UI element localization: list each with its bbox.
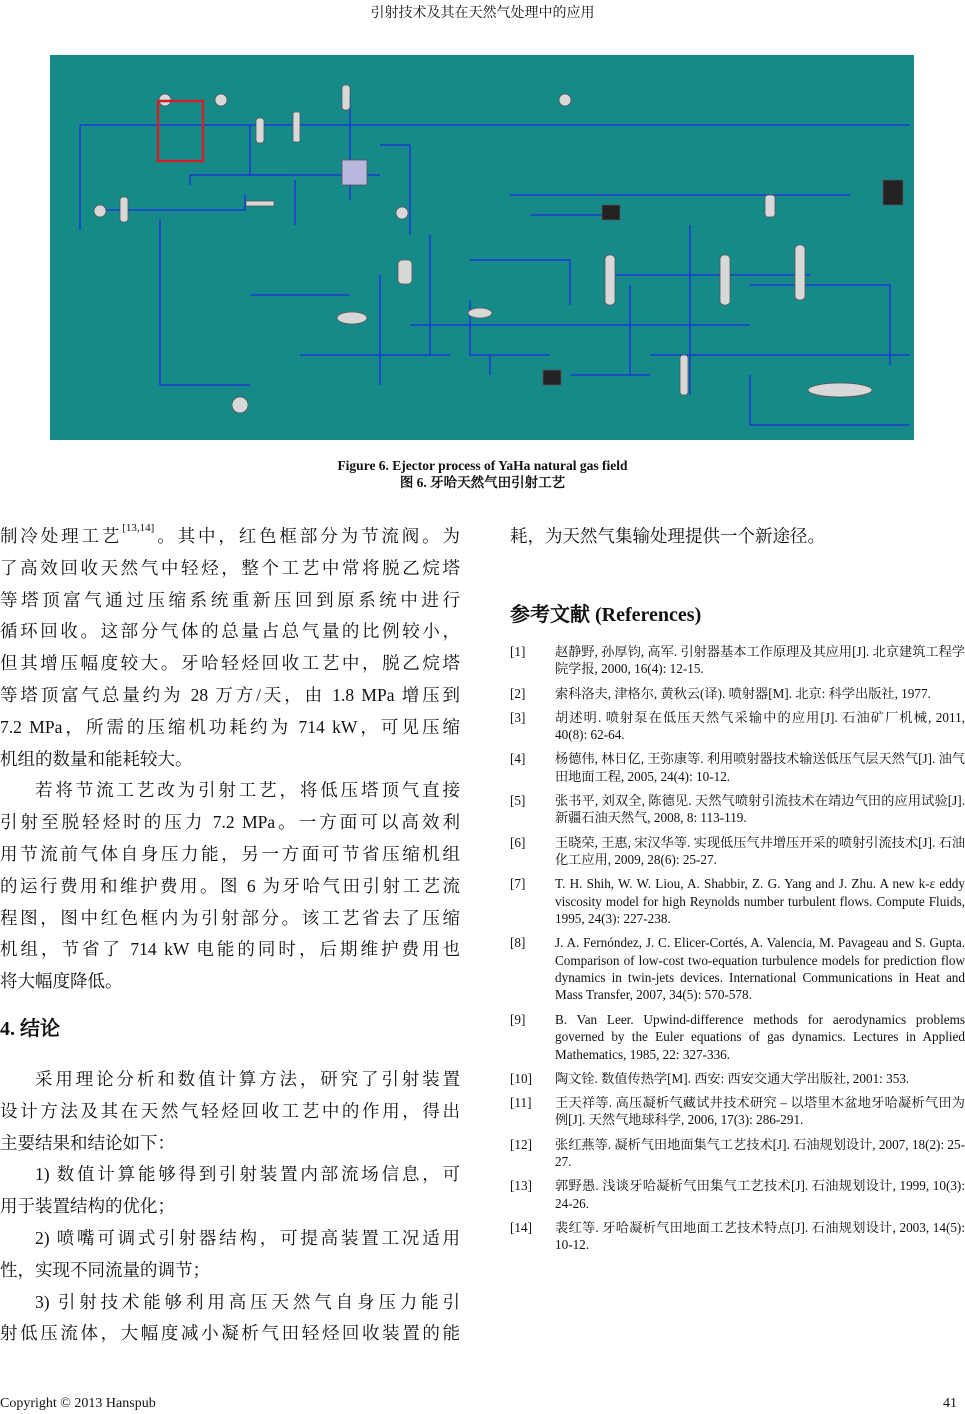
reference-item [510, 1219, 965, 1254]
text-line: 循环回收。这部分气体的总量占总气量的比例较小， [0, 621, 460, 642]
reference-item [510, 792, 965, 827]
process-flow-diagram [50, 55, 914, 440]
reference-item [510, 875, 965, 927]
reference-text: J. A. Fernóndez, J. C. Elicer-Cortés, A. Valencia, M. Pavageau and S. Gupta. Comparison of low-cost two-equation turbulence models for prediction flow dynamics in twin-jets devices. International Communications in Heat and Mass Transfer, 2007, 34(5): 570-578. [555, 935, 965, 1003]
reference-number: [7] [510, 876, 526, 892]
reference-text: 张红燕等. 凝析气田地面集气工艺技术[J]. 石油规划设计, 2007, 18(2): 25-27. [555, 1136, 965, 1169]
text-line: 程图，图中红色框内为引射部分。该工艺省去了压缩 [0, 907, 460, 928]
text-line: 等塔顶富气通过压缩系统重新压回到原系统中进行 [0, 589, 460, 610]
text-line: 但其增压幅度较大。牙哈轻烃回收工艺中，脱乙烷塔 [0, 653, 460, 674]
text-line: 用于装置结构的优化； [0, 1196, 175, 1217]
reference-item [510, 1094, 965, 1129]
text-line: 等塔顶富气总量约为 28 万方/天，由 1.8 MPa 增压到 [0, 684, 460, 705]
reference-number: [1] [510, 644, 526, 659]
copyright-footer: Copyright © 2013 Hanspub [0, 1396, 156, 1411]
figure-caption [0, 457, 965, 491]
reference-number: [6] [510, 834, 526, 850]
references-heading: 参考文献 (References) [510, 604, 702, 626]
citation: [13,14] [122, 522, 155, 534]
reference-text: 王晓荣, 王惠, 宋汉华等. 实现低压气井增压开采的喷射引流技术[J]. 石油化工应用, 2009, 28(6): 25-27. [555, 834, 965, 868]
text-line: 性，实现不同流量的调节； [0, 1259, 210, 1280]
running-header: 引射技术及其在天然气处理中的应用 [370, 6, 595, 21]
reference-item [510, 1177, 965, 1212]
reference-number: [14] [510, 1219, 532, 1235]
text-line: 主要结果和结论如下： [0, 1132, 175, 1153]
reference-item [510, 1136, 965, 1171]
conclusion-text [0, 1064, 460, 1350]
reference-item [510, 709, 965, 744]
reference-text: 胡述明. 喷射泵在低压天然气采输中的应用[J]. 石油矿厂机械, 2011, 40(8): 62-64. [555, 709, 965, 743]
reference-item [510, 643, 965, 678]
body-text-paragraphs [0, 521, 460, 998]
diagram-background [50, 55, 914, 440]
text-line: 的运行费用和维护费用。图 6 为牙哈气田引射工艺流 [0, 875, 460, 896]
section-heading-conclusion: 4. 结论 [0, 1018, 60, 1040]
reference-text: 陶文铨. 数值传热学[M]. 西安: 西安交通大学出版社, 2001: 353. [555, 1070, 910, 1086]
right-column-continuation: 耗，为天然气集输处理提供一个新途径。 [510, 526, 825, 546]
reference-text: T. H. Shih, W. W. Liou, A. Shabbir, Z. G. Yang and J. Zhu. A new k-ε eddy viscosity model for high Reynolds number turbulent flows. Compute Fluids, 1995, 24(3): 227-238. [555, 876, 965, 927]
list-item-1: 1) 数值计算能够得到引射装置内部流场信息，可 [35, 1164, 460, 1185]
text-line: 7.2 MPa，所需的压缩机功耗约为 714 kW，可见压缩 [0, 716, 460, 737]
reference-item [510, 1011, 965, 1063]
reference-number: [10] [510, 1070, 532, 1086]
text-line: 了高效回收天然气中轻烃，整个工艺中常将脱乙烷塔 [0, 557, 460, 578]
reference-number: [5] [510, 793, 526, 809]
figure-caption-zh: 图 6. 牙哈天然气田引射工艺 [399, 475, 566, 490]
list-item-3: 3) 引射技术能够利用高压天然气自身压力能引 [35, 1291, 460, 1312]
text-line: 射低压流体，大幅度减小凝析气田轻烃回收装置的能 [0, 1323, 460, 1344]
reference-text: 王天祥等. 高压凝析气藏试井技术研究 – 以塔里木盆地牙哈凝析气田为例[J]. 天然气地球科学, 2006, 17(3): 286-291. [555, 1094, 965, 1128]
reference-item [510, 750, 965, 785]
text-line: 机组，节省了 714 kW 电能的同时，后期维护费用也 [0, 939, 460, 960]
reference-number: [9] [510, 1011, 526, 1027]
page-number: 41 [943, 1396, 957, 1411]
reference-item [510, 934, 965, 1004]
reference-number: [3] [510, 709, 526, 725]
reference-text: B. Van Leer. Upwind-difference methods for aerodynamics problems governed by the Euler equations of gas dynamics. Lectures in Applied Mathematics, 1985, 22: 327-336. [555, 1011, 965, 1062]
text-line: 引射至脱轻烃时的压力 7.2 MPa。一方面可以高效利 [0, 812, 460, 833]
text-line: 用节流前气体自身压力能，另一方面可节省压缩机组 [0, 843, 460, 864]
reference-number: [2] [510, 685, 526, 701]
reference-text: 杨德伟, 林日亿, 王弥康等. 利用喷射器技术输送低压气层天然气[J]. 油气田地面工程, 2005, 24(4): 10-12. [555, 751, 965, 784]
figure-caption-en: Figure 6. Ejector process of YaHa natural gas field [337, 458, 628, 473]
reference-number: [4] [510, 751, 526, 767]
reference-text: 索科洛夫, 津格尔, 黄秋云(译). 喷射器[M]. 北京: 科学出版社, 1977. [555, 685, 931, 701]
reference-text: 赵静野, 孙厚钧, 高军. 引射器基本工作原理及其应用[J]. 北京建筑工程学院学报, 2000, 16(4): 12-15. [555, 644, 965, 677]
text-line: 将大幅度降低。 [0, 971, 123, 992]
reference-text: 张书平, 刘双全, 陈德见. 天然气喷射引流技术在靖边气田的应用试验[J]. 新疆石油天然气, 2008, 8: 113-119. [555, 793, 965, 826]
text-line: 采用理论分析和数值计算方法，研究了引射装置 [35, 1069, 460, 1089]
reference-item [510, 685, 965, 702]
reference-text: 裴红等. 牙哈凝析气田地面工艺技术特点[J]. 石油规划设计, 2003, 14(5): 10-12. [555, 1219, 965, 1253]
list-item-2: 2) 喷嘴可调式引射器结构，可提高装置工况适用 [35, 1227, 460, 1248]
reference-number: [11] [510, 1094, 532, 1110]
reference-number: [12] [510, 1136, 532, 1152]
reference-number: [13] [510, 1178, 532, 1194]
reference-item [510, 1070, 965, 1087]
text-line: 设计方法及其在天然气轻烃回收工艺中的作用，得出 [0, 1100, 460, 1121]
text-line: 若将节流工艺改为引射工艺，将低压塔顶气直接 [35, 780, 460, 801]
reference-list [510, 643, 965, 1260]
reference-number: [8] [510, 935, 526, 951]
text-line: 制冷处理工艺[13,14]。其中，红色框部分为节流阀。为 [0, 522, 461, 546]
reference-item [510, 834, 965, 869]
reference-text: 郭野愚. 浅谈牙哈凝析气田集气工艺技术[J]. 石油规划设计, 1999, 10(3): 24-26. [555, 1178, 965, 1211]
text-line: 机组的数量和能耗较大。 [0, 748, 193, 769]
